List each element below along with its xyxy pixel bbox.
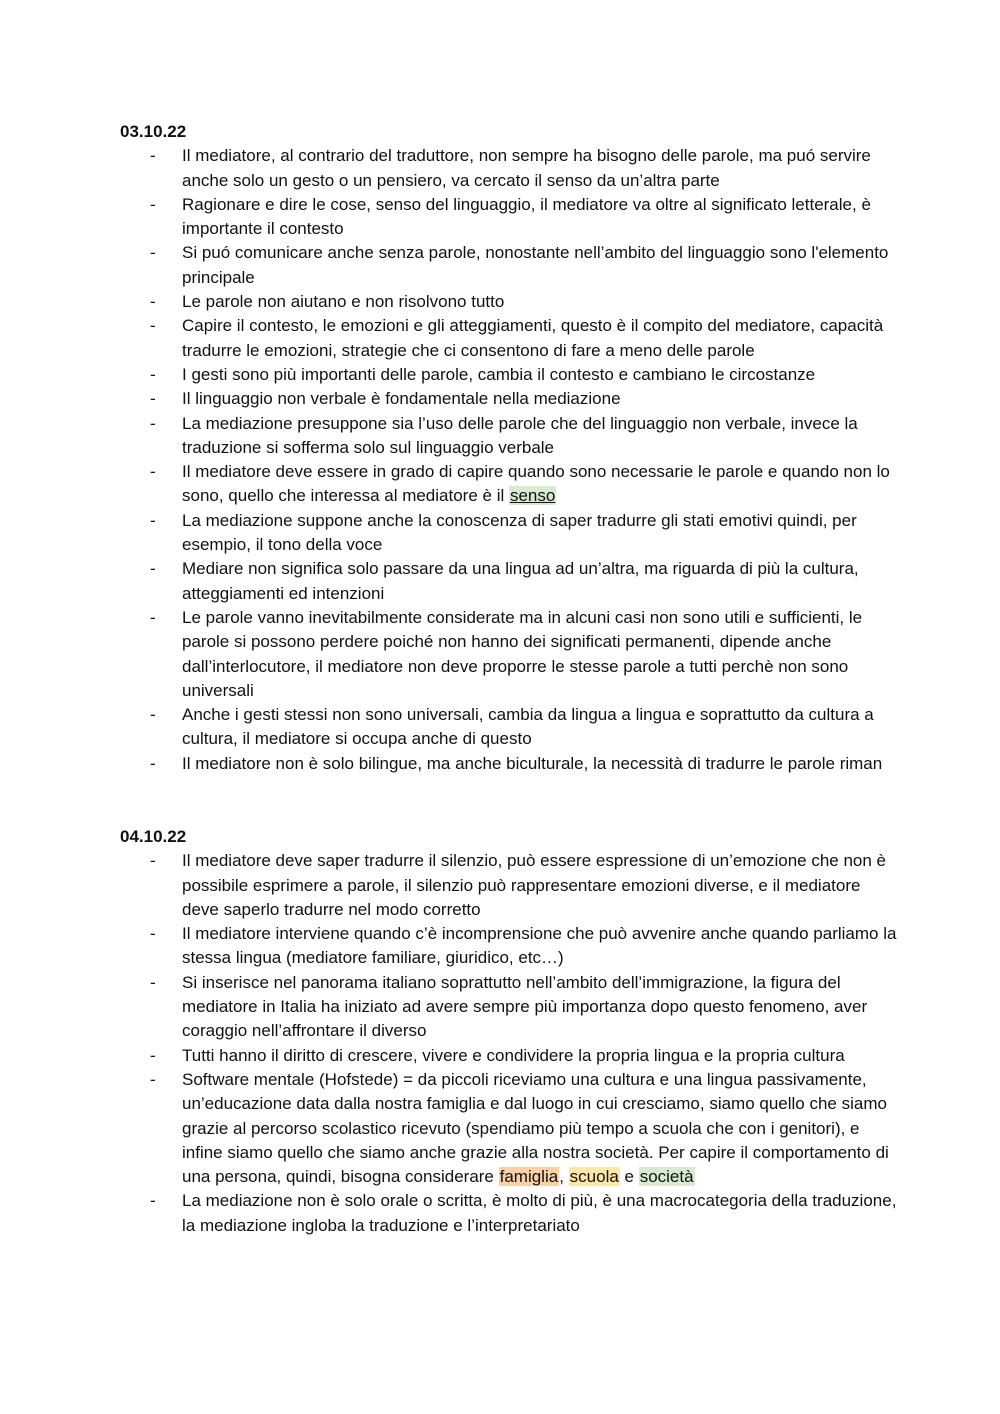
notes-section-04-10-22 — [120, 825, 900, 1238]
list-item: - Mediare non significa solo passare da una lingua ad un’altra, ma riguarda di più la cultura, atteggiamenti ed intenzioni — [150, 559, 859, 603]
list-item: - Il mediatore non è solo bilingue, ma anche biculturale, la necessità di tradurre le parole riman — [120, 752, 900, 776]
list-item: - La mediazione presuppone sia l’uso delle parole che del linguaggio non verbale, invece la traduzione si sofferma solo sul linguaggio verbale — [150, 413, 858, 457]
highlight-scuola: scuola — [569, 1167, 619, 1187]
highlight-societa: società — [639, 1167, 694, 1187]
bullet-dash: - — [150, 851, 156, 871]
bullet-dash: - — [150, 243, 156, 263]
bullet-dash: - — [150, 1191, 156, 1211]
list-item: - Il mediatore, al contrario del traduttore, non sempre ha bisogno delle parole, ma puó servire anche solo un gesto o un pensiero, va cercato il senso da un’altra parte — [150, 146, 871, 190]
bullet-dash: - — [150, 559, 156, 579]
bullet-dash: - — [150, 972, 156, 992]
list-item: - Le parole non aiutano e non risolvono tutto — [120, 290, 900, 314]
highlight-senso: senso — [509, 486, 556, 506]
bullet-dash: - — [150, 705, 156, 725]
list-item: - Le parole vanno inevitabilmente considerate ma in alcuni casi non sono utili e sufficienti, le parole si possono perdere poiché non hanno dei significati permanenti, dipende anche dall’interlocutore, il mediatore non deve proporre le stesse parole a tutti perchè non sono universali — [150, 607, 863, 700]
bullet-dash: - — [150, 1069, 156, 1089]
list-item: - La mediazione non è solo orale o scritta, è molto di più, è una macrocategoria della traduzione, la mediazione ingloba la traduzione e l’interpretariato — [150, 1191, 897, 1235]
bullet-dash: - — [150, 510, 156, 530]
list-item: - Anche i gesti stessi non sono universali, cambia da lingua a lingua e soprattutto da cultura a cultura, il mediatore si occupa anche di questo — [150, 705, 874, 749]
bullet-dash: - — [150, 1045, 156, 1065]
list-item: - Il linguaggio non verbale è fondamentale nella mediazione — [120, 387, 900, 411]
list-item: - Tutti hanno il diritto di crescere, vivere e condividere la propria lingua e la propria cultura — [120, 1044, 900, 1068]
bullet-dash: - — [150, 364, 156, 384]
list-item: - I gesti sono più importanti delle parole, cambia il contesto e cambiano le circostanze — [120, 363, 900, 387]
list-item: - Capire il contesto, le emozioni e gli atteggiamenti, questo è il compito del mediatore, capacità tradurre le emozioni, strategie che ci consentono di fare a meno delle parole — [150, 316, 884, 360]
list-item: - Si inserisce nel panorama italiano soprattutto nell’ambito dell’immigrazione, la figura del mediatore in Italia ha iniziato ad avere sempre più importanza dopo questo fenomeno, aver coraggio nell’affrontare il diverso — [150, 972, 868, 1041]
bullet-dash: - — [150, 753, 156, 773]
list-item: - La mediazione suppone anche la conoscenza di saper tradurre gli stati emotivi quindi, per esempio, il tono della voce — [150, 510, 857, 555]
notes-section-03-10-22 — [120, 120, 900, 776]
bullet-dash: - — [150, 607, 156, 627]
bullet-dash: - — [150, 146, 156, 166]
bullet-dash: - — [150, 292, 156, 312]
bullet-dash: - — [150, 924, 156, 944]
list-item: - Il mediatore deve saper tradurre il silenzio, può essere espressione di un’emozione che non è possibile esprimere a parole, il silenzio può rappresentare emozioni diverse, e il mediatore deve saperlo tradurre nel modo corretto — [150, 851, 887, 919]
list-item: - Software mentale (Hofstede) = da piccoli riceviamo una cultura e una lingua passivamente, un’educazione data dalla nostra famiglia e dal luogo in cui cresciamo, siamo quello che siamo grazie al percorso scolastico ricevuto (spendiamo più tempo a scuola che con i genitori), e infine siamo quello che siamo anche grazie alla nostra società. Per capire il comportamento di una persona, quindi, bisogna considerare famiglia, scuola e società — [150, 1069, 889, 1187]
bullet-dash: - — [150, 389, 156, 409]
bullet-list — [120, 144, 900, 776]
bullet-dash: - — [150, 462, 156, 482]
list-item: - Ragionare e dire le cose, senso del linguaggio, il mediatore va oltre al significato letterale, è importante il contesto — [150, 194, 871, 239]
bullet-dash: - — [150, 194, 156, 214]
bullet-list — [120, 849, 900, 1238]
section-date: 03.10.22 — [120, 122, 187, 141]
section-date: 04.10.22 — [120, 827, 187, 846]
list-item: - Il mediatore deve essere in grado di capire quando sono necessarie le parole e quando non lo sono, quello che interessa al mediatore è il senso — [150, 462, 890, 506]
bullet-dash: - — [150, 316, 156, 336]
highlight-famiglia: famiglia — [499, 1167, 559, 1187]
list-item: - Si puó comunicare anche senza parole, nonostante nell’ambito del linguaggio sono l'elemento principale — [150, 243, 889, 287]
list-item: - Il mediatore interviene quando c’è incomprensione che può avvenire anche quando parliamo la stessa lingua (mediatore familiare, giuridico, etc…) — [150, 924, 897, 968]
bullet-dash: - — [150, 413, 156, 433]
